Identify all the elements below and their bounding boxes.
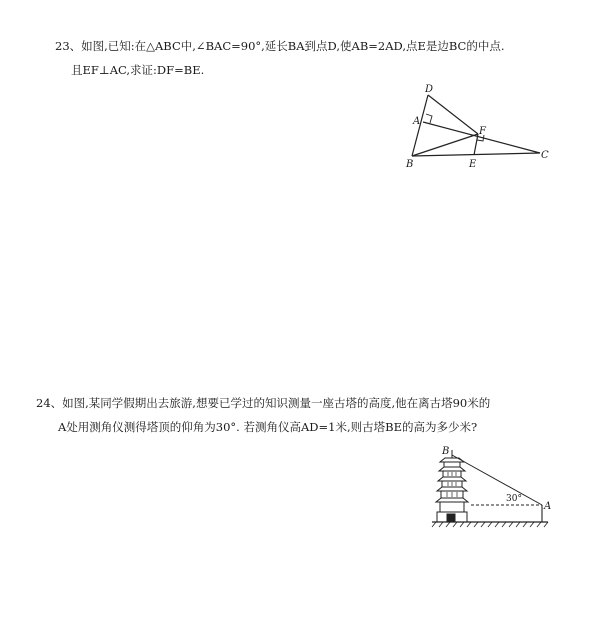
q24-text-line1: 24、如图,某同学假期出去旅游,想要已学过的知识测量一座古塔的高度,他在离古塔90米的 [36, 396, 491, 410]
label-e: E [469, 159, 477, 170]
ground-hatching [432, 522, 548, 527]
label-b: B [442, 446, 450, 457]
label-f: F [479, 126, 486, 137]
q23-text-line1: 23、如图,已知:在△ABC中,∠BAC=90°,延长BA到点D,使AB=2AD,点E是边BC的中点. [55, 39, 505, 53]
label-a: A [544, 501, 552, 512]
angle-label: 30° [506, 494, 522, 504]
label-d: D [425, 84, 434, 95]
q24-text-line2: A处用测角仪测得塔顶的仰角为30°. 若测角仪高AD=1米,则古塔BE的高为多少米? [58, 420, 478, 434]
label-c: C [541, 150, 549, 161]
label-b: B [406, 159, 414, 170]
q23-text-line2: 且EF⊥AC,求证:DF=BE. [71, 63, 205, 77]
label-a: A [413, 116, 421, 127]
